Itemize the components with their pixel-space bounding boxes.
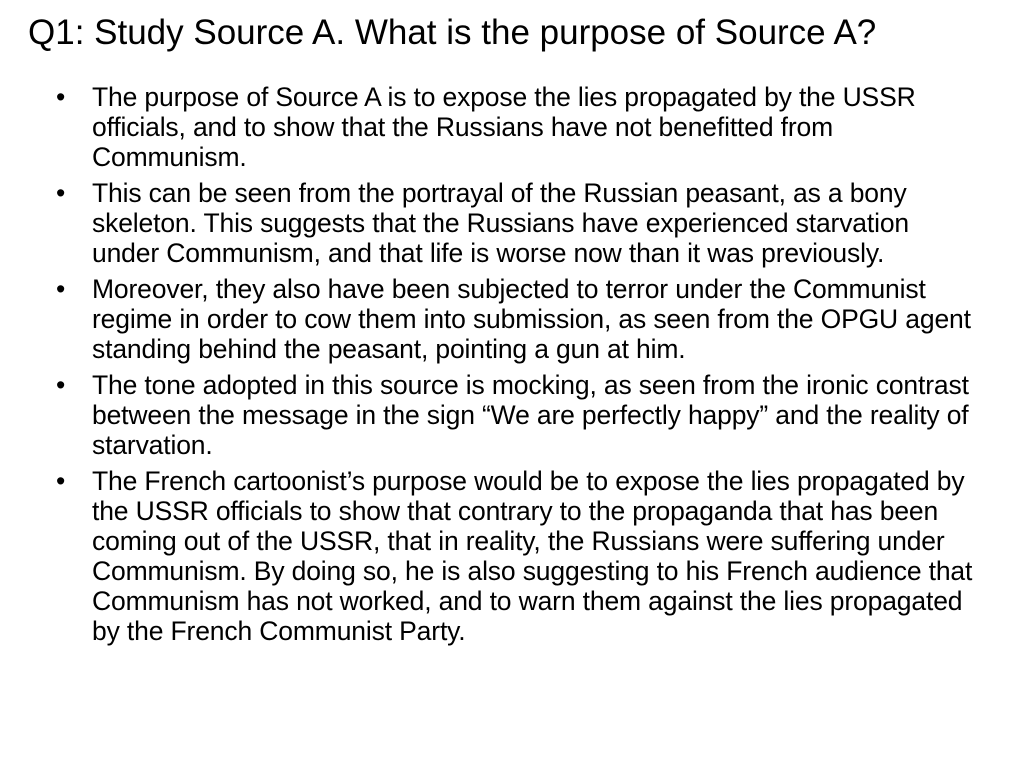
bullet-text: The purpose of Source A is to expose the lies propagated by the USSR officials, and to show that the Russians have not benefitted from Communism. [92, 82, 916, 172]
bullet-item-4 [52, 370, 982, 460]
bullet-text: This can be seen from the portrayal of the Russian peasant, as a bony skeleton. This suggests that the Russians have experienced starvation under Communism, and that life is worse now than it was previously. [92, 178, 910, 268]
bullet-list [52, 82, 982, 652]
bullet-item-3 [52, 274, 982, 364]
bullet-icon: • [56, 370, 66, 400]
bullet-item-2 [52, 178, 982, 268]
bullet-text: The French cartoonist’s purpose would be to expose the lies propagated by the USSR officials to show that contrary to the propaganda that has been coming out of the USSR, that in reality, the Russians were suffering under Communism. By doing so, he is also suggesting to his French audience that Communism has not worked, and to warn them against the lies propagated by the French Communist Party. [92, 466, 973, 646]
bullet-text: Moreover, they also have been subjected to terror under the Communist regime in order to cow them into submission, as seen from the OPGU agent standing behind the peasant, pointing a gun at him. [92, 274, 971, 364]
bullet-icon: • [56, 82, 66, 112]
bullet-item-5 [52, 466, 982, 646]
bullet-icon: • [56, 274, 66, 304]
slide-title: Q1: Study Source A. What is the purpose of Source A? [28, 13, 877, 52]
bullet-icon: • [56, 466, 66, 496]
bullet-item-1 [52, 82, 982, 172]
bullet-text: The tone adopted in this source is mocking, as seen from the ironic contrast between the message in the sign “We are perfectly happy” and the reality of starvation. [92, 370, 969, 460]
bullet-icon: • [56, 178, 66, 208]
